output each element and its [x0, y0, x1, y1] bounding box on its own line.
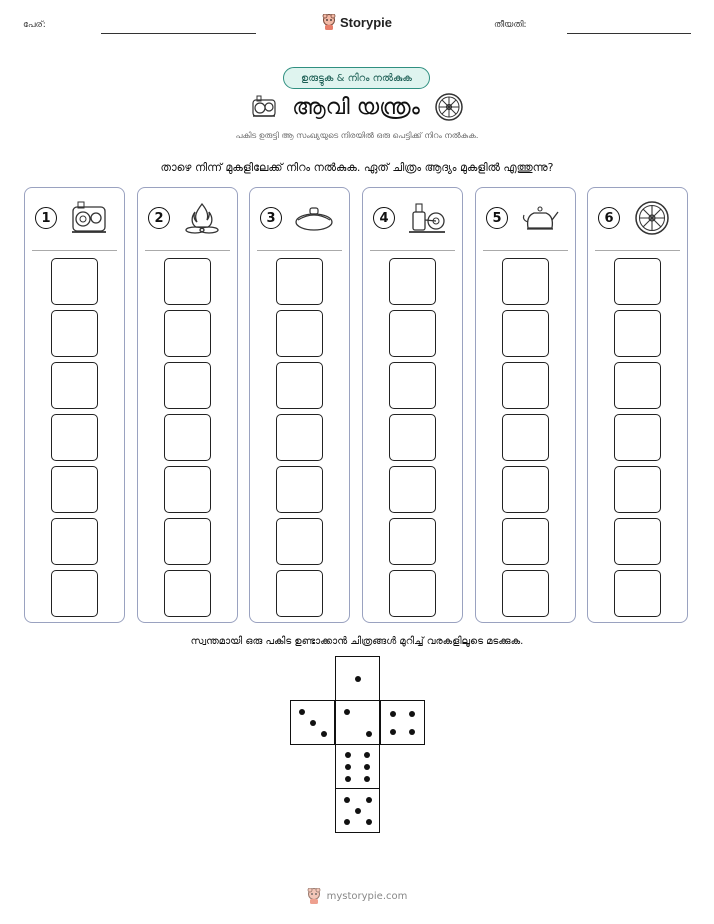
color-box[interactable]: [502, 570, 549, 617]
column-3: [249, 187, 350, 623]
column-number: 4: [373, 207, 395, 229]
color-box[interactable]: [389, 518, 436, 565]
die-face-4: [380, 700, 425, 745]
color-box[interactable]: [389, 414, 436, 461]
color-box[interactable]: [389, 310, 436, 357]
color-box[interactable]: [164, 258, 211, 305]
subtitle: പകിട ഉരുട്ടി ആ സംഖ്യയുടെ നിരയിൽ ഒരു പെട്ടിക്ക് നിറം നൽകുക.: [235, 131, 479, 140]
color-box[interactable]: [614, 518, 661, 565]
pot-lid-icon: [294, 200, 334, 236]
color-box[interactable]: [389, 466, 436, 513]
name-label: പേര്:: [23, 20, 46, 30]
color-box[interactable]: [51, 414, 98, 461]
color-box[interactable]: [164, 414, 211, 461]
dice-net: [290, 656, 425, 836]
color-box[interactable]: [502, 414, 549, 461]
steam-engine-icon: [69, 200, 109, 236]
column-number: 1: [35, 207, 57, 229]
color-box[interactable]: [51, 310, 98, 357]
column-number: 5: [486, 207, 508, 229]
color-box[interactable]: [502, 362, 549, 409]
column-1: [24, 187, 125, 623]
die-face-3: [290, 700, 335, 745]
color-box[interactable]: [614, 570, 661, 617]
color-box[interactable]: [276, 570, 323, 617]
footer: [0, 888, 714, 904]
color-box[interactable]: [164, 518, 211, 565]
color-box[interactable]: [164, 570, 211, 617]
date-field[interactable]: [567, 33, 691, 34]
color-box[interactable]: [614, 310, 661, 357]
column-6: [587, 187, 688, 623]
color-box[interactable]: [502, 466, 549, 513]
color-box[interactable]: [502, 518, 549, 565]
color-box[interactable]: [276, 362, 323, 409]
color-box[interactable]: [51, 518, 98, 565]
color-box[interactable]: [276, 518, 323, 565]
color-box[interactable]: [164, 310, 211, 357]
color-box[interactable]: [614, 414, 661, 461]
color-box[interactable]: [164, 362, 211, 409]
campfire-icon: [182, 200, 222, 236]
color-box[interactable]: [614, 466, 661, 513]
column-2: [137, 187, 238, 623]
column-4: [362, 187, 463, 623]
instruction: താഴെ നിന്ന് മുകളിലേക്ക് നിറം നൽകുക. ഏത് ചിത്രം ആദ്യം മുകളിൽ എത്തുന്നു?: [160, 161, 554, 174]
color-box[interactable]: [276, 258, 323, 305]
steam-engine-icon: [250, 94, 278, 120]
color-box[interactable]: [502, 258, 549, 305]
color-box[interactable]: [51, 466, 98, 513]
storypie-logo-icon: [322, 14, 336, 30]
column-5: [475, 187, 576, 623]
wheel-icon: [434, 92, 464, 122]
logo-text: Storypie: [339, 14, 392, 30]
kettle-icon: [520, 200, 560, 236]
fold-instruction: സ്വന്തമായി ഒരു പകിട ഉണ്ടാക്കാൻ ചിത്രങ്ങൾ മുറിച്ച് വരകളിലൂടെ മടക്കുക.: [190, 636, 524, 647]
color-box[interactable]: [614, 258, 661, 305]
logo: [0, 14, 714, 34]
wheel-icon: [632, 200, 672, 236]
page-title: ആവി യന്ത്രം: [292, 94, 420, 120]
color-box[interactable]: [276, 414, 323, 461]
color-box[interactable]: [276, 310, 323, 357]
activity-badge: ഉരുട്ടുക & നിറം നൽകുക: [283, 67, 430, 89]
column-number: 2: [148, 207, 170, 229]
steam-machine-icon: [407, 200, 447, 236]
color-box[interactable]: [51, 258, 98, 305]
color-box[interactable]: [51, 570, 98, 617]
column-number: 6: [598, 207, 620, 229]
color-box[interactable]: [389, 258, 436, 305]
color-box[interactable]: [502, 310, 549, 357]
die-face-5: [335, 788, 380, 833]
title-row: [0, 92, 714, 122]
color-box[interactable]: [276, 466, 323, 513]
die-face-6: [335, 744, 380, 789]
date-label: തീയതി:: [494, 20, 527, 30]
color-box[interactable]: [164, 466, 211, 513]
color-box[interactable]: [389, 570, 436, 617]
die-face-2: [335, 700, 380, 745]
color-box[interactable]: [389, 362, 436, 409]
footer-url[interactable]: mystorypie.com: [326, 890, 408, 902]
color-box[interactable]: [614, 362, 661, 409]
color-box[interactable]: [51, 362, 98, 409]
die-face-1: [335, 656, 380, 701]
column-number: 3: [260, 207, 282, 229]
storypie-logo-icon: [307, 888, 321, 904]
